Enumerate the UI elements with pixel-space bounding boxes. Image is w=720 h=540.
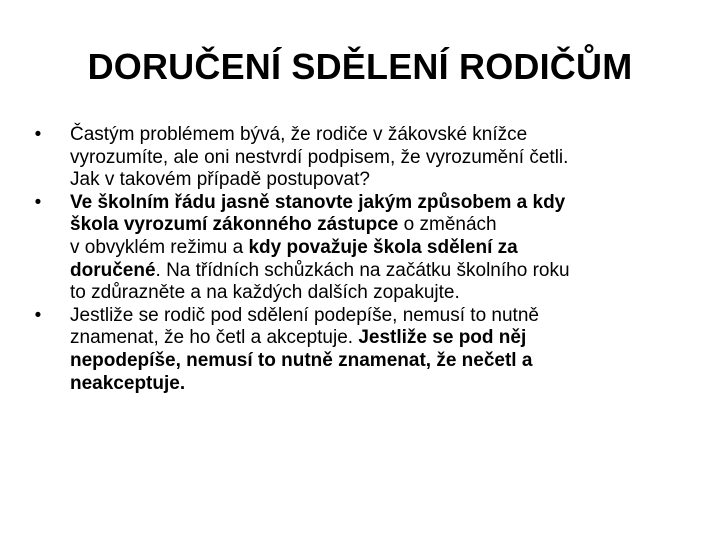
text-run: o změnách [398, 214, 497, 236]
bullet-text [70, 305, 688, 395]
text-run: Častým problémem bývá, že rodiče v žákovské knížce [70, 124, 528, 145]
bullet-list [28, 124, 688, 395]
bullet-item [28, 305, 688, 395]
bold-text-run: Ve školním řádu jasně stanovte jakým způsobem a kdy [70, 191, 566, 213]
slide-title: DORUČENÍ SDĚLENÍ RODIČŮM [87, 46, 633, 87]
bullet-line [70, 124, 688, 147]
bold-text-run: nepodepíše, nemusí to nutně znamenat, že nečetl a [70, 349, 533, 371]
bullet-marker: • [34, 304, 42, 326]
text-run: v obvyklém režimu a [70, 236, 249, 258]
bullet-text [70, 192, 688, 305]
bullet-marker: • [34, 191, 42, 213]
bullet-line [70, 327, 688, 350]
bullet-line [70, 260, 688, 283]
bullet-marker: • [34, 124, 42, 145]
bold-text-run: škola vyrozumí zákonného zástupce [70, 214, 399, 236]
bold-text-run: kdy považuje škola sdělení za [248, 236, 518, 258]
bold-text-run: doručené [70, 259, 156, 281]
text-run: znamenat, že ho četl a akceptuje. [70, 327, 359, 349]
bullet-line [70, 373, 688, 396]
bullet-line [70, 350, 688, 373]
bullet-line [70, 237, 688, 260]
text-run: Jak v takovém případě postupovat? [70, 169, 370, 191]
text-run: to zdůrazněte a na každých dalších zopakujte. [70, 282, 460, 304]
bullet-line [70, 147, 688, 170]
bullet-line [70, 192, 688, 215]
bold-text-run: neakceptuje. [70, 372, 186, 394]
bullet-line [70, 305, 688, 328]
bullet-line [70, 169, 688, 192]
bold-text-run: Jestliže se pod něj [358, 327, 527, 349]
text-run: . Na třídních schůzkách na začátku školního roku [155, 259, 570, 281]
bullet-line [70, 214, 688, 237]
bullet-line [70, 282, 688, 305]
bullet-text [70, 124, 688, 192]
bullet-item [28, 124, 688, 192]
text-run: Jestliže se rodič pod sdělení podepíše, nemusí to nutně [70, 304, 539, 326]
bullet-item [28, 192, 688, 305]
text-run: vyrozumíte, ale oni nestvrdí podpisem, že vyrozumění četli. [70, 146, 569, 168]
